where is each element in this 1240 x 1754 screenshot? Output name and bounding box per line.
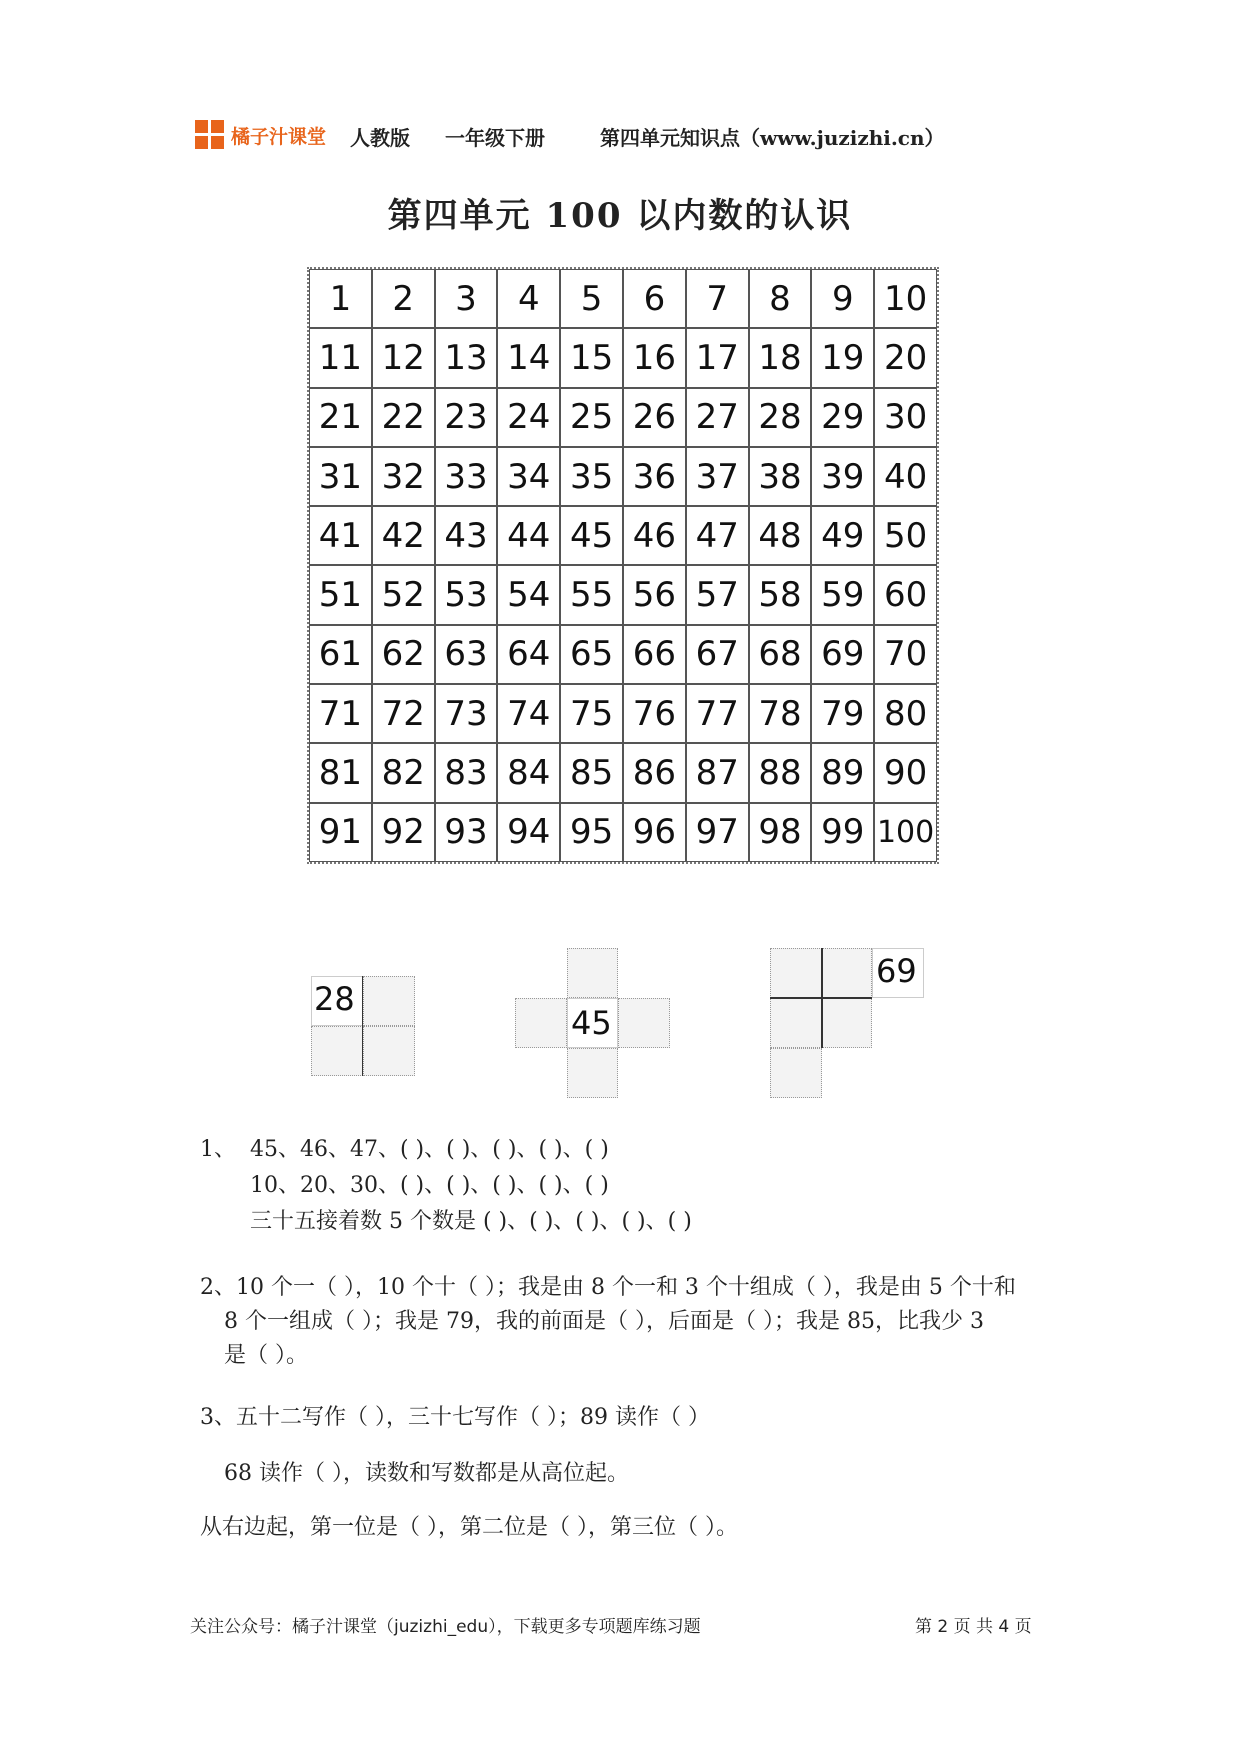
hundred-chart-cell: 43 (435, 506, 498, 565)
hundred-chart (307, 267, 939, 864)
hundred-chart-cell: 77 (686, 684, 749, 743)
hundred-chart-cell: 42 (372, 506, 435, 565)
hundred-chart-cell: 16 (623, 328, 686, 387)
hundred-chart-cell: 29 (811, 388, 874, 447)
hundred-chart-cell: 32 (372, 447, 435, 506)
hundred-chart-cell: 6 (623, 269, 686, 328)
hundred-chart-cell: 17 (686, 328, 749, 387)
hundred-chart-cell: 69 (811, 625, 874, 684)
page-header (195, 118, 1075, 152)
hundred-chart-cell: 75 (560, 684, 623, 743)
hundred-chart-cell: 1 (309, 269, 372, 328)
fragment-28-cell (363, 1026, 415, 1076)
hundred-chart-cell: 34 (497, 447, 560, 506)
hundred-chart-cell: 54 (497, 565, 560, 624)
hundred-chart-cell: 88 (749, 743, 812, 802)
brand-logo-icon (195, 120, 225, 150)
page-title: 第四单元 100 以内数的认识 (387, 196, 853, 236)
brand-name: 橘子汁课堂 (231, 126, 327, 148)
hundred-chart-cell: 66 (623, 625, 686, 684)
footer-note: 关注公众号：橘子汁课堂（juzizhi_edu），下载更多专项题库练习题 (190, 1617, 701, 1637)
fragment-45-right-cell (618, 998, 670, 1048)
hundred-chart-cell: 9 (811, 269, 874, 328)
hundred-chart-cell: 33 (435, 447, 498, 506)
hundred-chart-cell: 15 (560, 328, 623, 387)
hundred-chart-cell: 64 (497, 625, 560, 684)
hundred-chart-cell: 24 (497, 388, 560, 447)
hundred-chart-cell: 98 (749, 803, 812, 862)
hundred-chart-cell: 86 (623, 743, 686, 802)
hundred-chart-cell: 23 (435, 388, 498, 447)
hundred-chart-cell: 13 (435, 328, 498, 387)
fragment-45-top-cell (567, 948, 618, 998)
hundred-chart-cell: 48 (749, 506, 812, 565)
fragment-69-number: 69 (876, 952, 917, 990)
hundred-chart-cell: 52 (372, 565, 435, 624)
hundred-chart-cell: 20 (874, 328, 937, 387)
hundred-chart-cell: 73 (435, 684, 498, 743)
hundred-chart-cell: 60 (874, 565, 937, 624)
hundred-chart-cell: 59 (811, 565, 874, 624)
hundred-chart-cell: 11 (309, 328, 372, 387)
fragment-28-number: 28 (314, 980, 355, 1018)
hundred-chart-cell: 61 (309, 625, 372, 684)
question-3-line-1: 3、五十二写作（ ），三十七写作（ ）；89 读作（ ） (200, 1405, 710, 1430)
hundred-chart-cell: 58 (749, 565, 812, 624)
hundred-chart-cell: 18 (749, 328, 812, 387)
fragment-45-number: 45 (571, 1004, 612, 1042)
hundred-chart-cell: 100 (874, 803, 937, 862)
unit-site-label: 第四单元知识点（www.juzizhi.cn） (600, 126, 945, 150)
hundred-chart-cell: 3 (435, 269, 498, 328)
hundred-chart-cell: 89 (811, 743, 874, 802)
hundred-chart-cell: 27 (686, 388, 749, 447)
hundred-chart-cell: 14 (497, 328, 560, 387)
hundred-chart-cell: 31 (309, 447, 372, 506)
hundred-chart-cell: 84 (497, 743, 560, 802)
hundred-chart-cell: 10 (874, 269, 937, 328)
hundred-chart-cell: 41 (309, 506, 372, 565)
hundred-chart-cell: 25 (560, 388, 623, 447)
hundred-chart-cell: 92 (372, 803, 435, 862)
fragment-69-cell (770, 1048, 822, 1098)
hundred-chart-cell: 70 (874, 625, 937, 684)
question-3-line-3: 从右边起，第一位是（ ），第二位是（ ），第三位（ ）。 (200, 1515, 738, 1540)
fragment-45-left-cell (515, 998, 567, 1048)
hundred-chart-cell: 40 (874, 447, 937, 506)
hundred-chart-cell: 87 (686, 743, 749, 802)
fragment-69-cell (770, 948, 822, 998)
hundred-chart-cell: 50 (874, 506, 937, 565)
fragment-69-cell (822, 948, 872, 998)
hundred-chart-cell: 26 (623, 388, 686, 447)
hundred-chart-cell: 7 (686, 269, 749, 328)
hundred-chart-cell: 36 (623, 447, 686, 506)
fragment-28-cell (311, 1026, 363, 1076)
question-2-line-2: 8 个一组成（ ）；我是 79，我的前面是（ ），后面是（ ）；我是 85，比我少 3 (224, 1309, 984, 1334)
hundred-chart-cell: 68 (749, 625, 812, 684)
fragment-28 (311, 976, 415, 1076)
hundred-chart-cell: 22 (372, 388, 435, 447)
question-1-line-1: 45、46、47、( )、( )、( )、( )、( ) (250, 1137, 609, 1162)
grade-label: 一年级下册 (445, 126, 545, 150)
question-1-number: 1、 (200, 1137, 236, 1162)
question-1-line-3: 三十五接着数 5 个数是 ( )、( )、( )、( )、( ) (250, 1209, 692, 1234)
hundred-chart-cell: 57 (686, 565, 749, 624)
hundred-chart-cell: 67 (686, 625, 749, 684)
hundred-chart-cell: 30 (874, 388, 937, 447)
hundred-chart-cell: 2 (372, 269, 435, 328)
hundred-chart-cell: 39 (811, 447, 874, 506)
hundred-chart-cell: 47 (686, 506, 749, 565)
hundred-chart-cell: 35 (560, 447, 623, 506)
hundred-chart-cell: 91 (309, 803, 372, 862)
hundred-chart-cell: 94 (497, 803, 560, 862)
hundred-chart-cell: 44 (497, 506, 560, 565)
hundred-chart-cell: 63 (435, 625, 498, 684)
hundred-chart-cell: 28 (749, 388, 812, 447)
hundred-chart-cell: 65 (560, 625, 623, 684)
hundred-chart-cell: 55 (560, 565, 623, 624)
hundred-chart-cell: 4 (497, 269, 560, 328)
hundred-chart-cell: 80 (874, 684, 937, 743)
hundred-chart-cell: 53 (435, 565, 498, 624)
question-1-line-2: 10、20、30、( )、( )、( )、( )、( ) (250, 1173, 609, 1198)
hundred-chart-cell: 49 (811, 506, 874, 565)
hundred-chart-cell: 90 (874, 743, 937, 802)
fragment-69-cell (770, 998, 822, 1048)
hundred-chart-cell: 51 (309, 565, 372, 624)
hundred-chart-cell: 96 (623, 803, 686, 862)
hundred-chart-cell: 62 (372, 625, 435, 684)
fragment-69-divider (770, 997, 872, 999)
hundred-chart-cell: 71 (309, 684, 372, 743)
fragment-45-bottom-cell (567, 1048, 618, 1098)
hundred-chart-cell: 56 (623, 565, 686, 624)
hundred-chart-cell: 46 (623, 506, 686, 565)
hundred-chart-cell: 5 (560, 269, 623, 328)
fragment-45 (515, 948, 670, 1098)
hundred-chart-cell: 93 (435, 803, 498, 862)
hundred-chart-cell: 19 (811, 328, 874, 387)
question-2-line-3: 是（ ）。 (224, 1343, 308, 1368)
hundred-chart-cell: 37 (686, 447, 749, 506)
hundred-chart-cell: 21 (309, 388, 372, 447)
fragment-69-cell (822, 998, 872, 1048)
hundred-chart-cell: 79 (811, 684, 874, 743)
hundred-chart-cell: 8 (749, 269, 812, 328)
hundred-chart-cell: 95 (560, 803, 623, 862)
page-number: 第 2 页 共 4 页 (915, 1617, 1032, 1637)
hundred-chart-cell: 74 (497, 684, 560, 743)
question-3-line-2: 68 读作（ ），读数和写数都是从高位起。 (224, 1461, 629, 1486)
edition-label: 人教版 (350, 126, 410, 150)
hundred-chart-cell: 99 (811, 803, 874, 862)
hundred-chart-cell: 45 (560, 506, 623, 565)
hundred-chart-cell: 97 (686, 803, 749, 862)
hundred-chart-cell: 82 (372, 743, 435, 802)
fragment-69 (770, 948, 925, 1098)
hundred-chart-cell: 81 (309, 743, 372, 802)
hundred-chart-cell: 85 (560, 743, 623, 802)
fragment-28-cell (363, 976, 415, 1026)
question-2-line-1: 2、10 个一（ ），10 个十（ ）；我是由 8 个一和 3 个十组成（ ），我是由 5 个十和 (200, 1275, 1016, 1300)
hundred-chart-cell: 72 (372, 684, 435, 743)
fragment-28-divider (362, 976, 363, 1076)
hundred-chart-cell: 78 (749, 684, 812, 743)
hundred-chart-cell: 83 (435, 743, 498, 802)
hundred-chart-cell: 76 (623, 684, 686, 743)
hundred-chart-cell: 12 (372, 328, 435, 387)
hundred-chart-cell: 38 (749, 447, 812, 506)
